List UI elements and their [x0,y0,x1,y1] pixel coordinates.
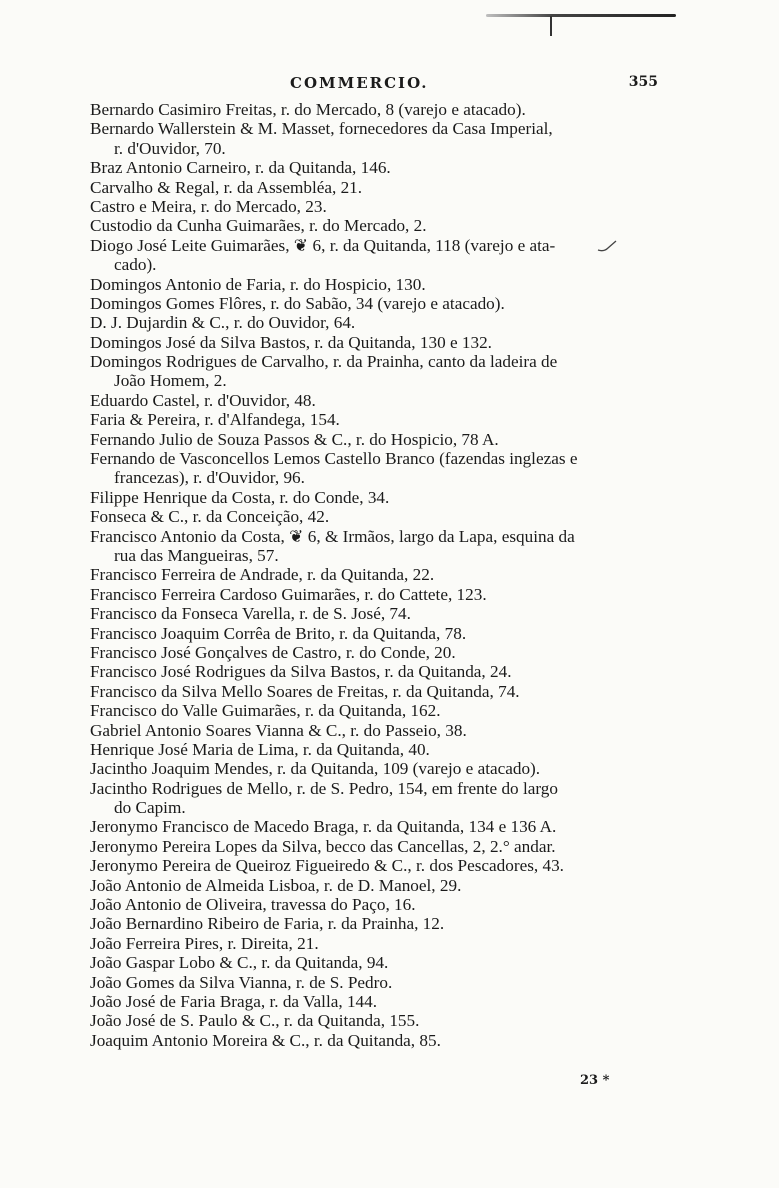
page-number: 355 [628,74,658,90]
directory-line: Domingos José da Silva Bastos, r. da Quitanda, 130 e 132. [90,332,492,352]
directory-line: Francisco Antonio da Costa, ❦ 6, & Irmãos, largo da Lapa, esquina da [90,526,575,546]
directory-line: João Gaspar Lobo & C., r. da Quitanda, 94. [90,953,389,973]
directory-line: Fernando de Vasconcellos Lemos Castello Branco (fazendas inglezas e [90,449,578,469]
directory-line: Francisco José Gonçalves de Castro, r. do Conde, 20. [90,642,456,662]
directory-line: João Bernardino Ribeiro de Faria, r. da Prainha, 12. [90,914,445,934]
directory-line: Francisco Joaquim Corrêa de Brito, r. da Quitanda, 78. [90,623,467,643]
merchant-directory-list [90,100,680,1050]
directory-line-continuation: r. d'Ouvidor, 70. [114,138,226,158]
directory-line: Faria & Pereira, r. d'Alfandega, 154. [90,410,340,430]
directory-line: Francisco Ferreira Cardoso Guimarães, r. do Cattete, 123. [90,584,487,604]
directory-line: D. J. Dujardin & C., r. do Ouvidor, 64. [90,313,356,333]
directory-line: Domingos Rodrigues de Carvalho, r. da Prainha, canto da ladeira de [90,352,558,372]
directory-line: Diogo José Leite Guimarães, ❦ 6, r. da Quitanda, 118 (varejo e ata- [90,235,556,255]
directory-line: Castro e Meira, r. do Mercado, 23. [90,196,327,216]
directory-line: Braz Antonio Carneiro, r. da Quitanda, 146. [90,158,391,178]
directory-line: João Ferreira Pires, r. Direita, 21. [90,933,319,953]
directory-line: Gabriel Antonio Soares Vianna & C., r. do Passeio, 38. [90,720,467,740]
directory-line-continuation: João Homem, 2. [114,371,227,391]
directory-line: João Antonio de Almeida Lisboa, r. de D. Manoel, 29. [90,875,462,895]
directory-line: Carvalho & Regal, r. da Assembléa, 21. [90,177,363,197]
directory-line: Jacintho Rodrigues de Mello, r. de S. Pedro, 154, em frente do largo [90,778,558,798]
directory-line: Francisco da Fonseca Varella, r. de S. José, 74. [90,604,411,624]
directory-line: Domingos Gomes Flôres, r. do Sabão, 34 (varejo e atacado). [90,293,505,313]
directory-line: Jeronymo Pereira Lopes da Silva, becco das Cancellas, 2, 2.° andar. [90,836,556,856]
directory-line: João José de Faria Braga, r. da Valla, 144. [90,991,378,1011]
directory-line: Eduardo Castel, r. d'Ouvidor, 48. [90,390,316,410]
directory-line: Bernardo Wallerstein & M. Masset, fornecedores da Casa Imperial, [90,119,553,139]
directory-line: Joaquim Antonio Moreira & C., r. da Quitanda, 85. [90,1030,441,1050]
directory-line: Jeronymo Francisco de Macedo Braga, r. da Quitanda, 134 e 136 A. [90,817,557,837]
directory-line: Francisco do Valle Guimarães, r. da Quitanda, 162. [90,701,441,721]
directory-line: João Gomes da Silva Vianna, r. de S. Pedro. [90,972,393,992]
directory-line-continuation: francezas), r. d'Ouvidor, 96. [114,468,305,488]
page-header [90,74,670,98]
directory-line: Jeronymo Pereira de Queiroz Figueiredo & C., r. dos Pescadores, 43. [90,856,564,876]
signature-mark: 23 * [580,1073,610,1088]
running-title: COMMERCIO. [290,74,429,92]
scan-rule-mark [486,8,676,36]
rule-stub [550,16,552,36]
directory-line: Henrique José Maria de Lima, r. da Quitanda, 40. [90,739,430,759]
directory-line: Fonseca & C., r. da Conceição, 42. [90,507,330,527]
directory-line: João Antonio de Oliveira, travessa do Paço, 16. [90,895,416,915]
top-rule [486,14,676,17]
directory-line-continuation: rua das Mangueiras, 57. [114,545,279,565]
directory-line-continuation: do Capim. [114,798,186,818]
directory-line: Francisco da Silva Mello Soares de Freitas, r. da Quitanda, 74. [90,681,520,701]
directory-line-continuation: cado). [114,255,157,275]
directory-line: Francisco José Rodrigues da Silva Bastos, r. da Quitanda, 24. [90,662,512,682]
directory-line: Filippe Henrique da Costa, r. do Conde, 34. [90,487,390,507]
directory-line: Bernardo Casimiro Freitas, r. do Mercado, 8 (varejo e atacado). [90,100,526,119]
directory-line: Fernando Julio de Souza Passos & C., r. do Hospicio, 78 A. [90,429,499,449]
directory-line: Domingos Antonio de Faria, r. do Hospicio, 130. [90,274,426,294]
directory-line: João José de S. Paulo & C., r. da Quitanda, 155. [90,1011,420,1031]
directory-line: Custodio da Cunha Guimarães, r. do Mercado, 2. [90,216,427,236]
directory-line: Francisco Ferreira de Andrade, r. da Quitanda, 22. [90,565,435,585]
directory-line: Jacintho Joaquim Mendes, r. da Quitanda, 109 (varejo e atacado). [90,759,541,779]
